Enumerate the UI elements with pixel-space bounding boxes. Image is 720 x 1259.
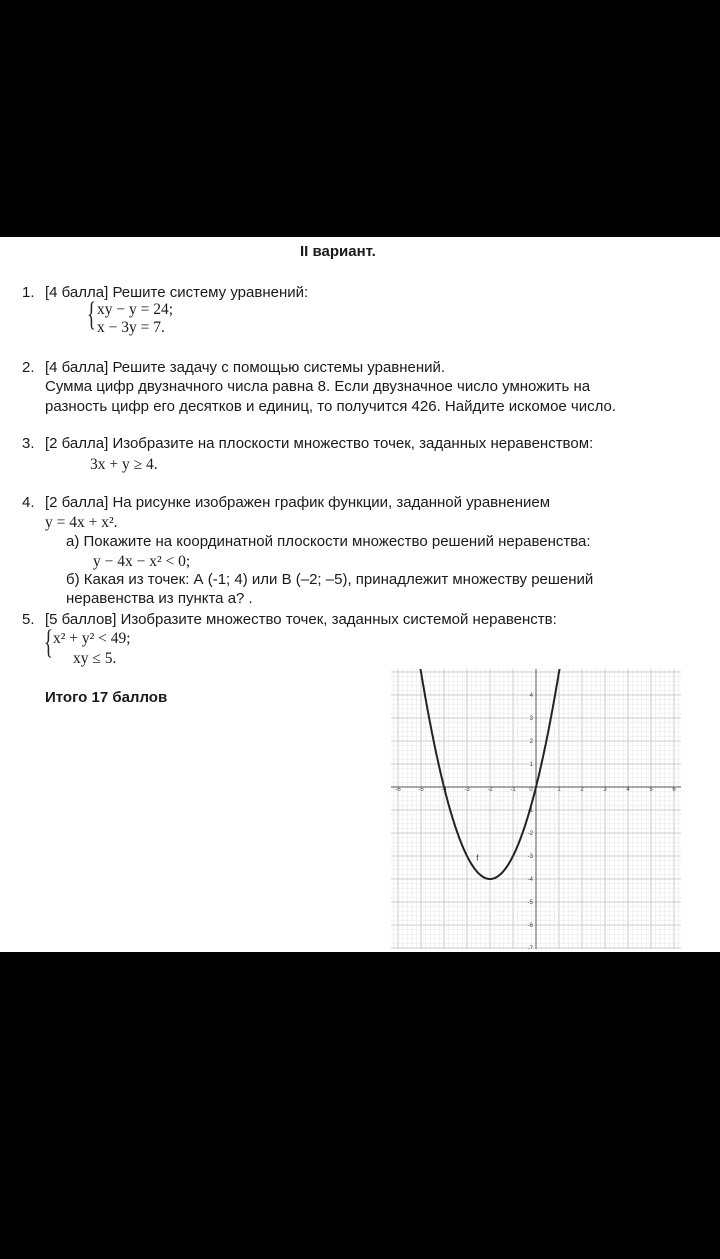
total-score: Итого 17 баллов	[45, 689, 168, 706]
x-tick-label: -5	[418, 787, 424, 793]
task-5-brace: {	[44, 624, 53, 661]
task-1-brace: {	[87, 296, 96, 333]
worksheet	[0, 237, 720, 952]
task-5-ineq-1: x² + y² < 49;	[53, 630, 131, 647]
x-tick-label: -2	[487, 787, 493, 793]
y-tick-label: 4	[529, 693, 533, 699]
task-4-number: 4.	[22, 494, 35, 511]
task-1-number: 1.	[22, 284, 35, 301]
x-tick-label: 1	[557, 787, 561, 793]
task-1-text: [4 балла] Решите систему уравнений:	[45, 284, 309, 301]
task-4-part-a-formula: y − 4x − x² < 0;	[93, 553, 191, 570]
x-tick-label: 3	[603, 787, 607, 793]
x-tick-label: -6	[395, 787, 401, 793]
y-tick-label: -4	[527, 877, 533, 883]
x-tick-label: 4	[626, 787, 630, 793]
y-tick-label: 3	[529, 716, 533, 722]
y-tick-label: -3	[527, 854, 533, 860]
y-tick-label: -2	[527, 831, 533, 837]
task-2-text: [4 балла] Решите задачу с помощью системы уравнений.	[45, 359, 446, 376]
task-1-eq-2: x − 3y = 7.	[97, 319, 165, 336]
task-3-text: [2 балла] Изобразите на плоскости множество точек, заданных неравенством:	[45, 435, 594, 452]
task-5-number: 5.	[22, 611, 35, 628]
task-2-line-2: разность цифр его десятков и единиц, то получится 426. Найдите искомое число.	[45, 398, 617, 415]
task-4-part-b-line-1: б) Какая из точек: А (-1; 4) или В (–2; –5), принадлежит множеству решений	[66, 571, 594, 588]
x-tick-label: -3	[464, 787, 470, 793]
y-tick-label: 1	[529, 762, 533, 768]
y-tick-label: -6	[527, 923, 533, 929]
task-4-part-b-line-2: неравенства из пункта а? .	[66, 590, 253, 607]
y-tick-label: -7	[527, 946, 533, 949]
function-graph	[391, 669, 681, 949]
x-tick-label: -1	[510, 787, 516, 793]
x-tick-label: 6	[672, 787, 676, 793]
task-2-number: 2.	[22, 359, 35, 376]
task-3-number: 3.	[22, 435, 35, 452]
function-label: f	[476, 853, 479, 863]
task-4-part-a: а) Покажите на координатной плоскости множество решений неравенства:	[66, 533, 591, 550]
x-tick-label: 2	[580, 787, 584, 793]
y-tick-label: -1	[527, 808, 533, 814]
task-2-line-1: Сумма цифр двузначного числа равна 8. Если двузначное число умножить на	[45, 378, 591, 395]
x-tick-label: -4	[441, 787, 447, 793]
x-tick-label: 0	[529, 787, 533, 793]
task-5-text: [5 баллов] Изобразите множество точек, заданных системой неравенств:	[45, 611, 557, 628]
page-title: II вариант.	[300, 243, 376, 260]
task-1-eq-1: xy − y = 24;	[97, 301, 174, 318]
task-3-formula: 3x + y ≥ 4.	[90, 456, 158, 473]
y-tick-label: 2	[529, 739, 533, 745]
task-5-ineq-2: xy ≤ 5.	[73, 650, 117, 667]
task-4-text: [2 балла] На рисунке изображен график функции, заданной уравнением	[45, 494, 551, 511]
task-4-formula: y = 4x + x².	[45, 514, 118, 531]
y-tick-label: -5	[527, 900, 533, 906]
x-tick-label: 5	[649, 787, 653, 793]
